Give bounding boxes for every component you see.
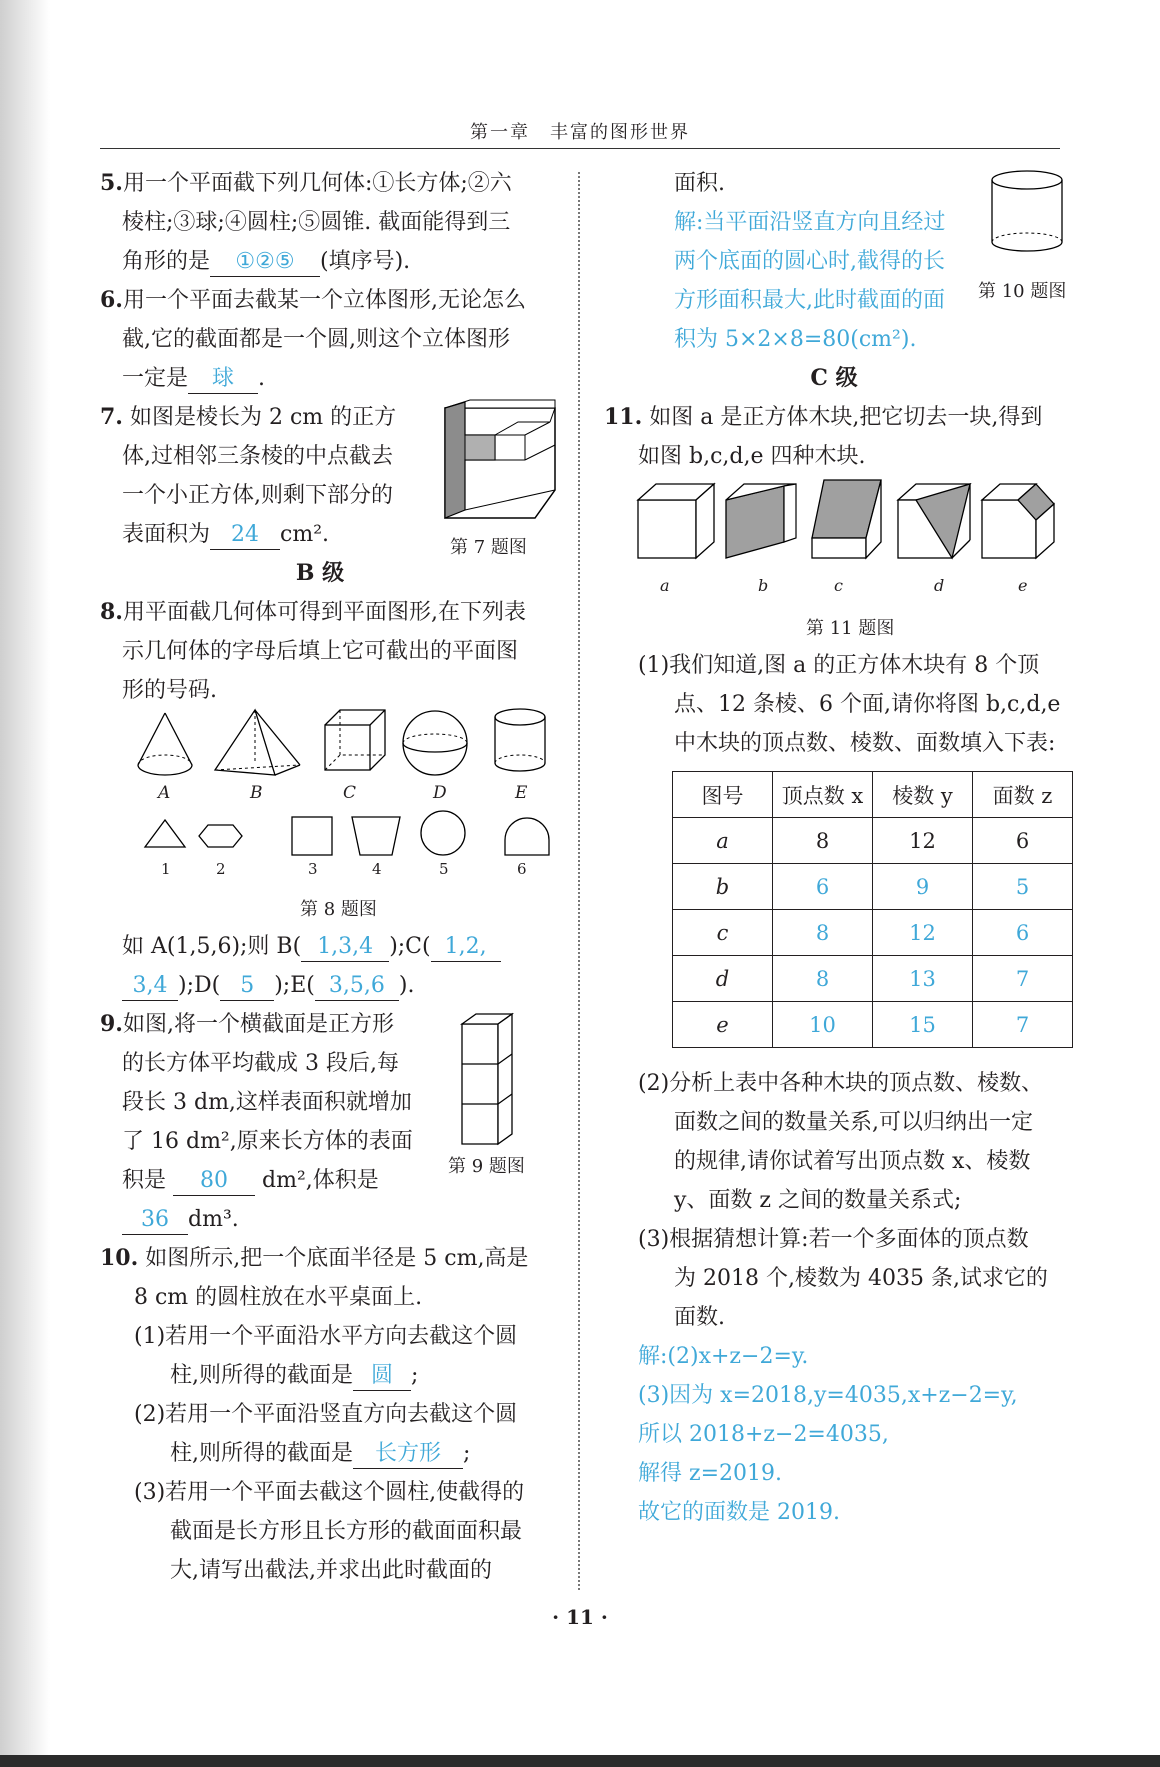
table-cell: 15 [873,1002,973,1048]
q11-part1 [604,646,1064,763]
shape-label: 5 [439,860,449,878]
block-label: a [660,576,670,595]
table-header-cell: 面数 z [973,772,1073,818]
table-row [673,818,1073,864]
shape-label: 2 [216,860,226,878]
question-text: 如 A(1,5,6);则 B( [122,934,302,959]
block-d [898,484,970,558]
question-text: (3)若用一个平面去截这个圆柱,使截得的 [134,1480,525,1505]
q11-parts-2-3 [604,1064,1064,1532]
question-6 [100,281,560,398]
plane-shapes-row [145,811,549,855]
question-text: 表面积为 [122,522,211,547]
question-number: 9. [100,1011,123,1037]
question-text: 为 2018 个,棱数为 4035 条,试求它的 [674,1266,1048,1291]
solid-labels [130,783,550,809]
table-cell: 6 [973,818,1073,864]
question-text: 用平面截几何体可得到平面图形,在下列表 [122,600,526,625]
bottom-bar [0,1755,1160,1767]
question-text: 面积. [674,171,725,196]
question-text: 截,它的截面都是一个圆,则这个立体图形 [122,327,510,352]
figure-caption: 第 11 题图 [806,618,895,639]
answer-blank: 1,2, [431,933,501,962]
table-cell: 7 [973,1002,1073,1048]
table-cell: 13 [873,956,973,1002]
question-text: 点、12 条棱、6 个面,请你将图 b,c,d,e [674,692,1061,717]
table-cell: 8 [773,910,873,956]
question-text: (1)若用一个平面沿水平方向去截这个圆 [134,1324,518,1349]
question-text: 如图,将一个横截面是正方形 [122,1012,394,1037]
table-cell: 8 [773,956,873,1002]
shape-labels [130,860,550,886]
question-text: 体,过相邻三条棱的中点截去 [122,444,393,469]
solid-label: C [343,783,357,803]
vertex-edge-face-table [672,771,1073,1048]
block-b [726,484,796,558]
table-cell: 6 [773,864,873,910]
question-text: (3)根据猜想计算:若一个多面体的顶点数 [638,1227,1029,1252]
solid-label: E [515,783,528,803]
question-text: 的规律,请你试着写出顶点数 x、棱数 [674,1149,1031,1174]
answer-blank: 80 [173,1167,255,1196]
question-text: 面数之间的数量关系,可以归纳出一定 [674,1110,1033,1135]
table-cell: 8 [773,818,873,864]
figure-caption: 第 7 题图 [450,537,527,558]
table-cell: c [673,910,773,956]
question-text: 如图 b,c,d,e 四种木块. [638,444,866,469]
figure-caption: 第 9 题图 [448,1156,525,1177]
question-text: (1)我们知道,图 a 的正方体木块有 8 个顶 [638,653,1040,678]
figure-caption: 第 8 题图 [300,899,377,920]
answer-blank: 球 [188,365,258,394]
question-5 [100,164,560,281]
question-text: . [258,366,266,391]
table-cell: 6 [973,910,1073,956]
answer-blank: 24 [210,521,280,550]
question-text: 中木块的顶点数、棱数、面数填入下表: [674,731,1056,756]
question-text: cm². [280,522,330,547]
block-a [638,484,714,558]
question-text: );C( [389,934,431,959]
q11-solution [604,1337,1064,1532]
question-text: 一定是 [122,366,189,391]
question-text: );E( [274,973,315,998]
question-text: 如图 a 是正方体木块,把它切去一块,得到 [649,405,1043,430]
table-row [673,910,1073,956]
solution-line: 解得 z=2019. [638,1461,782,1486]
table-cell: 7 [973,956,1073,1002]
stacked-prism-figure [460,1012,520,1147]
question-text: (2)分析上表中各种木块的顶点数、棱数、 [638,1071,1044,1096]
question-text: 积是 [122,1168,167,1193]
question-text: 大,请写出截法,并求出此时截面的 [170,1558,492,1583]
question-text: 棱柱;③球;④圆柱;⑤圆锥. 截面能得到三 [122,210,511,235]
question-number: 8. [100,599,123,625]
solution-line: 解:当平面沿竖直方向且经过 [674,210,946,235]
shape-label: 1 [161,860,171,878]
column-divider [578,172,580,1590]
block-label: d [934,576,945,595]
table-cell: e [673,1002,773,1048]
question-number: 11. [604,404,643,430]
block-label: e [1018,576,1028,595]
pyramid-solid [215,710,300,775]
solution-line: 方形面积最大,此时截面的面 [674,288,945,313]
block-c [812,480,881,558]
question-text: 截面是长方形且长方形的截面面积最 [170,1519,523,1544]
answer-blank: 36 [122,1206,188,1235]
table-row [673,864,1073,910]
question-text: 示几何体的字母后填上它可截出的平面图 [122,639,519,664]
question-text: (填序号). [320,249,411,274]
question-text: 柱,则所得的截面是 [170,1363,353,1388]
table-cell: 12 [873,818,973,864]
answer-blank: ①②⑤ [210,248,320,277]
question-text: 一个小正方体,则剩下部分的 [122,483,393,508]
table-cell: 12 [873,910,973,956]
header-rule [100,148,1060,149]
cylinder-solid [495,709,545,771]
question-11 [604,398,1064,476]
question-text: y、面数 z 之间的数量关系式; [674,1188,962,1213]
shape-label: 3 [308,860,318,878]
table-row [673,1002,1073,1048]
table-cell: 9 [873,864,973,910]
question-text: 如图所示,把一个底面半径是 5 cm,高是 [145,1246,529,1271]
block-label: b [758,576,769,595]
table-cell: 5 [973,864,1073,910]
wood-blocks-figure [636,478,1066,578]
table-cell: d [673,956,773,1002]
table-header-row [673,772,1073,818]
question-text: dm³. [188,1207,239,1232]
question-text: 如图是棱长为 2 cm 的正方 [129,405,397,430]
question-text: dm²,体积是 [262,1168,379,1193]
table-cell: b [673,864,773,910]
question-number: 5. [100,170,123,196]
cube-solid [325,710,385,770]
question-number: 6. [100,287,123,313]
shape-label: 6 [517,860,527,878]
answer-blank: 1,3,4 [301,933,389,962]
solution-line: 解:(2)x+z−2=y. [638,1344,809,1369]
answer-blank: 5 [220,972,274,1001]
level-c-heading: C 级 [810,365,858,391]
answer-blank: 3,5,6 [315,972,399,1001]
solution-line: 两个底面的圆心时,截得的长 [674,249,945,274]
question-text: (2)若用一个平面沿竖直方向去截这个圆 [134,1402,518,1427]
question-text: ). [398,973,415,998]
sphere-solid [403,711,467,775]
page-edge-shadow [0,0,50,1767]
question-text: ; [411,1363,419,1388]
block-label: c [834,576,843,595]
shape-label: 4 [372,860,382,878]
block-e [982,484,1054,558]
question-text: 段长 3 dm,这样表面积就增加 [122,1090,412,1115]
question-10 [100,1239,560,1590]
solution-line: 所以 2018+z−2=4035, [638,1422,889,1447]
table-header-cell: 图号 [673,772,773,818]
question-text: 角形的是 [122,249,211,274]
table-cell: 10 [773,1002,873,1048]
question-text: );D( [178,973,221,998]
question-text: ; [463,1441,471,1466]
question-text: 用一个平面去截某一个立体图形,无论怎么 [122,288,526,313]
question-text: 柱,则所得的截面是 [170,1441,353,1466]
question-number: 7. [100,404,123,430]
solid-label: B [250,783,263,803]
answer-blank: 长方形 [353,1440,463,1469]
table-row [673,956,1073,1002]
table-cell: a [673,818,773,864]
question-text: 的长方体平均截成 3 段后,每 [122,1051,399,1076]
figure-caption: 第 10 题图 [978,281,1067,302]
cube-cut-figure [440,400,560,520]
solid-label: A [158,783,171,803]
question-8 [100,593,560,710]
level-b-heading: B 级 [295,560,345,586]
solution-line: 故它的面数是 2019. [638,1500,840,1525]
question-text: 了 16 dm²,原来长方体的表面 [122,1129,413,1154]
answer-blank: 圆 [353,1362,411,1391]
block-labels [636,576,1066,600]
question-number: 10. [100,1245,139,1271]
question-text: 用一个平面截下列几何体:①长方体;②六 [122,171,512,196]
cone-solid [138,713,192,775]
page-number: · 11 · [552,1605,608,1629]
table-header-cell: 棱数 y [873,772,973,818]
solution-line: 积为 5×2×8=80(cm²). [674,327,917,352]
cylinder-figure [990,170,1065,260]
table-header-cell: 顶点数 x [773,772,873,818]
chapter-header: 第一章 丰富的图形世界 [470,122,690,143]
question-text: 8 cm 的圆柱放在水平桌面上. [134,1285,423,1310]
answer-blank: 3,4 [122,972,178,1001]
question-text: 面数. [674,1305,725,1330]
question-text: 形的号码. [122,678,217,703]
solution-line: (3)因为 x=2018,y=4035,x+z−2=y, [638,1383,1018,1408]
solid-label: D [433,783,447,803]
